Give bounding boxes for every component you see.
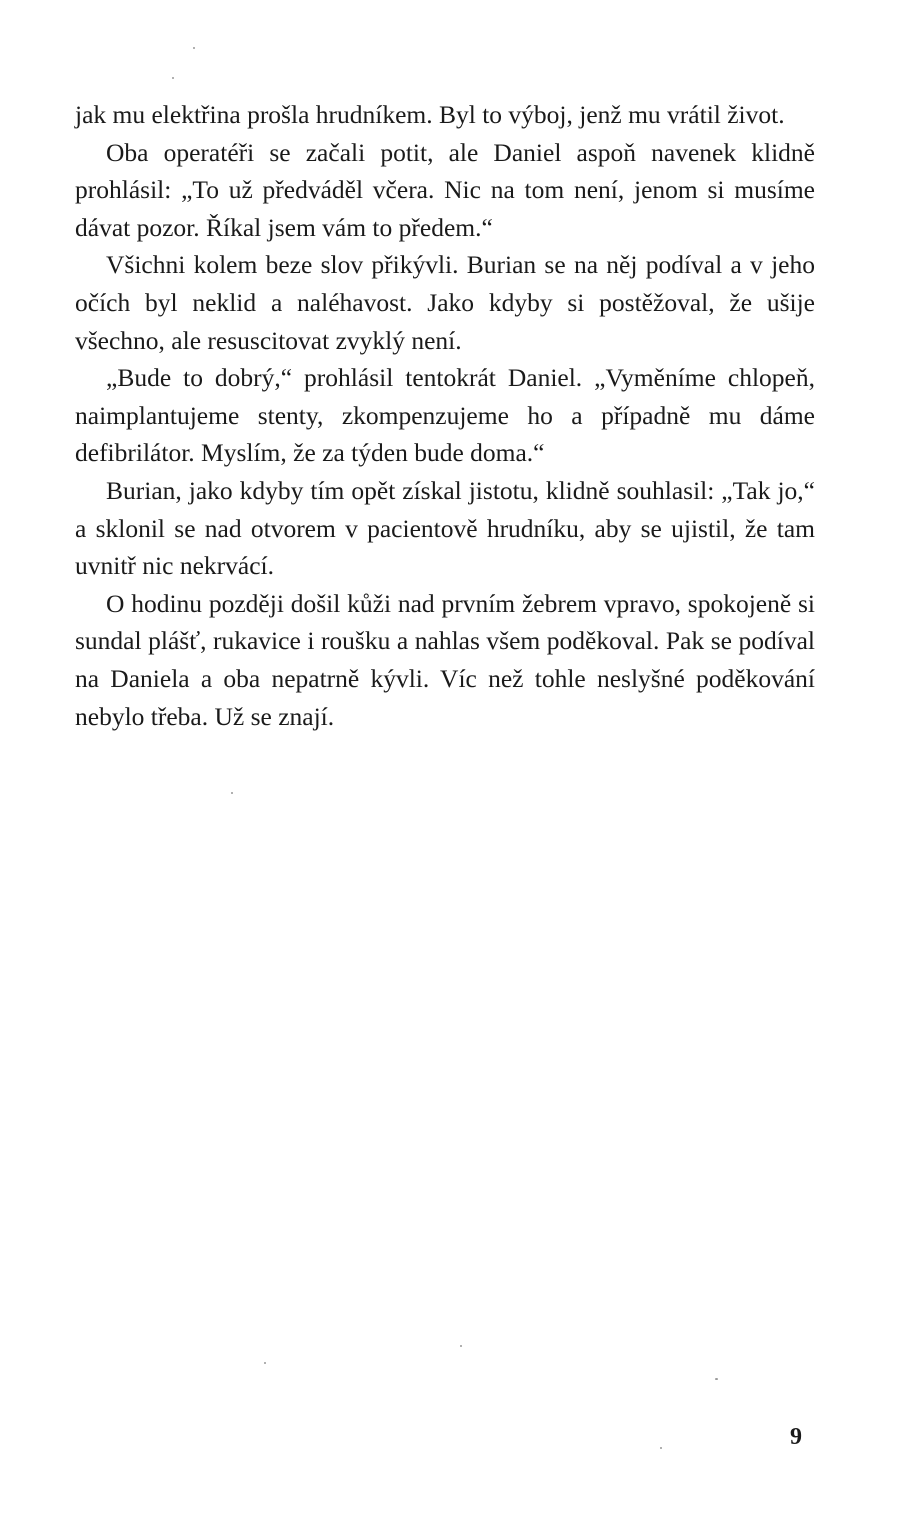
body-text: [75, 96, 815, 735]
paragraph: Oba operatéři se začali potit, ale Daniel aspoň navenek klidně prohlásil: „To už předváděl včera. Nic na tom není, jenom si musíme dávat pozor. Říkal jsem vám to předem.“: [75, 137, 815, 242]
scan-speck: [264, 1362, 266, 1364]
paragraph: „Bude to dobrý,“ prohlásil tentokrát Daniel. „Vyměníme chlopeň, naimplantujeme stenty, zkompenzujeme ho a případně mu dáme defibrilátor. Myslím, že za týden bude doma.“: [75, 363, 815, 468]
paragraph: O hodinu později došil kůži nad prvním žebrem vpravo, spokojeně si sundal plášť, rukavice i roušku a nahlas všem poděkoval. Pak se podíval na Daniela a oba nepatrně kývli. Víc než tohle neslyšné poděkování nebylo třeba. Už se znají.: [75, 588, 815, 731]
scan-speck: [460, 1345, 462, 1347]
page-number: 9: [790, 1424, 802, 1450]
paragraph: Všichni kolem beze slov přikývli. Burian se na něj podíval a v jeho očích byl neklid a naléhavost. Jako kdyby si postěžoval, že ušije všechno, ale resuscitovat zvyklý není.: [75, 250, 815, 355]
scan-speck: [231, 792, 233, 794]
scan-speck: [715, 1378, 718, 1380]
scan-speck: [172, 77, 174, 79]
scan-speck: [193, 47, 195, 49]
paragraph: jak mu elektřina prošla hrudníkem. Byl to výboj, jenž mu vrátil život.: [75, 100, 785, 129]
scan-speck: [660, 1447, 662, 1449]
paragraph: Burian, jako kdyby tím opět získal jistotu, klidně souhlasil: „Tak jo,“ a sklonil se nad otvorem v pacientově hrudníku, aby se ujistil, že tam uvnitř nic nekrvácí.: [75, 475, 815, 581]
